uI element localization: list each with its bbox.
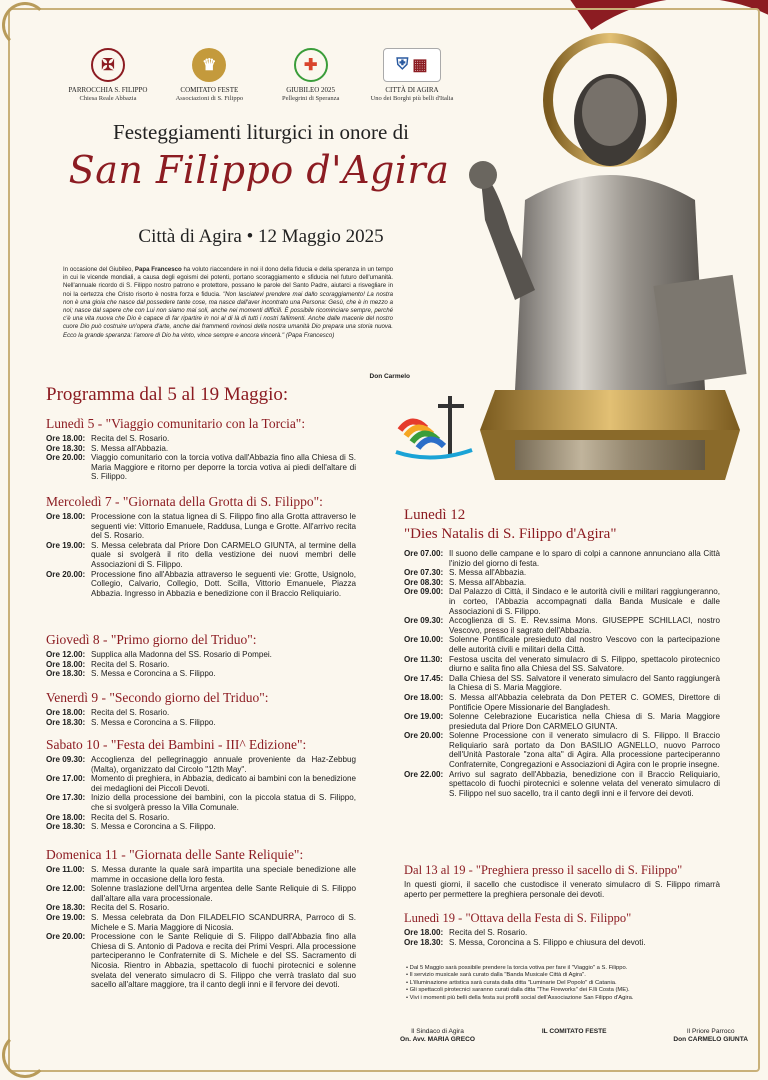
event-row — [404, 549, 720, 568]
event-text: Solenne Processione con il venerato simulacro di S. Filippo. Il Braccio Reliquiario sarà portato da Don BASILIO AGNELLO, nuovo Parroco dell'Unità Pastorale "zona alta" di Agira. Alla processione parteciperanno Confraternite, Congregazioni e Associazioni di Agira con le proprie insegne. — [449, 731, 720, 770]
event-text: Festosa uscita del venerato simulacro di S. Filippo, spettacolo pirotecnico diurno e salita fino alla Chiesa del SS. Salvatore. — [449, 654, 720, 674]
event-time: Ore 12.00: — [46, 650, 86, 659]
event-row — [46, 444, 356, 454]
day-block — [46, 737, 356, 832]
event-row — [404, 928, 720, 938]
logo-comitato: ♛ COMITATO FESTE Associazioni di S. Filippo — [161, 48, 257, 103]
day-title: Venerdì 9 - "Secondo giorno del Triduo": — [46, 690, 269, 705]
day-block — [46, 494, 356, 598]
event-text: S. Messa all'Abbazia. — [449, 577, 527, 587]
event-time: Ore 07.00: — [404, 549, 444, 558]
note-item: • Il servizio musicale sarà curato dalla "Banda Musicale Città di Agira". — [406, 972, 746, 979]
event-row — [46, 660, 356, 670]
event-time: Ore 07.30: — [404, 568, 444, 578]
logo-parrocchia: ✠ PARROCCHIA S. FILIPPO Chiesa Reale Abbazia — [60, 48, 156, 103]
event-text: Il suono delle campane e lo sparo di colpi a cannone annunciano alla Città l'inizio del giorno di festa. — [449, 549, 720, 568]
day-block — [46, 690, 356, 727]
signatures — [400, 1028, 748, 1044]
event-row — [46, 541, 356, 570]
event-row — [46, 865, 356, 884]
event-row — [404, 712, 720, 731]
note-item: • Vivi i momenti più belli della festa sui profili social dell'Associazione San Filippo d'Agira. — [406, 995, 746, 1002]
event-time: Ore 18.00: — [404, 692, 444, 702]
event-row — [404, 693, 720, 712]
event-row — [404, 770, 720, 799]
event-text: S. Messa e Coroncina a S. Filippo. — [91, 822, 216, 832]
event-row — [404, 674, 720, 693]
day-title: Mercoledì 7 - "Giornata della Grotta di S. Filippo": — [46, 494, 323, 509]
event-text: Recita del S. Rosario. — [91, 708, 170, 717]
program-title: Programma dal 5 al 19 Maggio: — [46, 384, 289, 405]
event-row — [46, 932, 356, 990]
event-time: Ore 18.30: — [46, 822, 86, 832]
ornament-bottom-left — [2, 1032, 48, 1078]
event-time: Ore 18.00: — [46, 708, 86, 717]
event-row — [46, 512, 356, 541]
event-time: Ore 20.00: — [46, 569, 86, 579]
event-row — [404, 731, 720, 769]
event-row — [46, 913, 356, 932]
jubilee-icon: ✚ — [294, 48, 328, 82]
signature-committee: IL COMITATO FESTE — [541, 1028, 607, 1035]
logos-row — [60, 48, 460, 103]
event-text: Solenne traslazione dell'Urna argentea delle Sante Reliquie di S. Filippo dall'altare alla vara processionale. — [91, 884, 356, 903]
event-text: Arrivo sul sagrato dell'Abbazia, benedizione con il Braccio Reliquiario, spettacolo di fuochi pirotecnici e solenne velata del venerato simulacro di S. Filippo nel suo sacello, tra il canto degli inni e il fervore dei devoti. — [449, 769, 720, 798]
cross-icon: ✠ — [91, 48, 125, 82]
event-text: S. Messa e Coroncina a S. Filippo. — [91, 669, 216, 679]
city-crest-icon: ⛨ ▦ — [383, 48, 441, 82]
event-text: Processione con le Sante Reliquie di S. Filippo dall'Abbazia fino alla Chiesa di S. Antonio di Padova e recita dei Primi Vespri. Alla processione parteciperanno le Confraternite di S. Michele e del SS. Sacramento di Nicosia. Rientro in Abbazia, spettacolo di fuochi pirotecnici e solenne svelata del venerato simulacro di S. Filippo che verrà traslato dal suo sacello all'altare maggiore, tra il canto degli inni e il fervore dei devoti. — [91, 932, 356, 990]
event-text: Momento di preghiera, in Abbazia, dedicato ai bambini con la benedizione dei medaglioni dei Piccoli Devoti. — [91, 774, 356, 793]
signature-mayor: Il Sindaco di Agira On. Avv. MARIA GRECO — [400, 1028, 475, 1043]
day-block — [46, 416, 356, 482]
note-item: • L'illuminazione artistica sarà curata dalla ditta "Luminarie Del Popolo" di Catania. — [406, 980, 746, 987]
event-time: Ore 18.00: — [46, 659, 86, 669]
event-row — [46, 708, 356, 718]
event-row — [46, 755, 356, 774]
event-text: Processione fino all'Abbazia attraverso le seguenti vie: Grotte, Usignolo, Collegio, Calvario, Collegio, Dott. Scilla, Vittorio Emanuele, Piazza Abbazia. Ingresso in Abbazia e benedizione con il Braccio Reliquiario. — [91, 569, 356, 598]
logo-giubileo: ✚ GIUBILEO 2025 Pellegrini di Speranza — [263, 48, 359, 103]
event-time: Ore 12.00: — [46, 884, 86, 894]
event-text: Inizio della processione dei bambini, con la piccola statua di S. Filippo, che si svolgerà presso la Villa Comunale. — [91, 793, 356, 812]
event-row — [404, 578, 720, 588]
event-text: S. Messa, Coroncina a S. Filippo e chiusura del devoti. — [449, 937, 646, 947]
day12-title: Lunedì 12 "Dies Natalis di S. Filippo d'Agira" — [404, 507, 617, 542]
event-time: Ore 18.30: — [404, 937, 444, 947]
event-row — [46, 434, 356, 444]
event-text: Dalla Chiesa del SS. Salvatore il venerato simulacro del Santo raggiungerà la Chiesa di S. Maria Maggiore. — [449, 673, 720, 693]
event-time: Ore 10.00: — [404, 635, 444, 645]
note-item: • Dal 5 Maggio sarà possibile prendere la torcia votiva per fare il "Viaggio" a S. Filippo. — [406, 965, 746, 972]
event-time: Ore 18.00: — [404, 928, 444, 937]
event-text: Solenne Pontificale presieduto dal nostro Vescovo con la partecipazione delle autorità civili e militari della Città. — [449, 635, 720, 654]
header-line1: Festeggiamenti liturgici in onore di — [113, 120, 409, 144]
event-row — [46, 793, 356, 812]
event-time: Ore 18.30: — [46, 717, 86, 727]
intro-signature: Don Carmelo — [369, 373, 410, 380]
day12-events — [404, 549, 720, 798]
event-time: Ore 09.30: — [404, 616, 444, 626]
event-text: Viaggio comunitario con la torcia votiva dall'Abbazia fino alla Chiesa di S. Maria Maggiore e ritorno per deporre la torcia votiva ai piedi dell'altare di S. Filippo. — [91, 453, 356, 482]
event-row — [404, 635, 720, 654]
event-text: Supplica alla Madonna del SS. Rosario di Pompei. — [91, 650, 272, 659]
days-13-19-block: Dal 13 al 19 - "Preghiera presso il sacello di S. Filippo" In questi giorni, il sacello che custodisce il venerato simulacro di S. Filippo rimarrà aperto per permettere la preghiera personale dei devoti. — [404, 863, 720, 899]
event-text: S. Messa e Coroncina a S. Filippo. — [91, 717, 216, 727]
event-text: S. Messa durante la quale sarà impartita una speciale benedizione alle mamme in occasione della loro festa. — [91, 865, 356, 884]
event-time: Ore 11.00: — [46, 865, 85, 874]
event-time: Ore 09.30: — [46, 755, 86, 764]
event-time: Ore 11.30: — [404, 654, 443, 664]
event-time: Ore 18.30: — [46, 669, 86, 679]
event-text: Accoglienza di S. E. Rev.ssima Mons. GIUSEPPE SCHILLACI, nostro Vescovo, presso il sagrato dell'Abbazia. — [449, 616, 720, 635]
event-text: S. Messa celebrata da Don FILADELFIO SCANDURRA, Parroco di S. Michele e S. Maria Maggiore di Nicosia. — [91, 912, 356, 932]
day-block — [46, 847, 356, 990]
ornament-top-left — [2, 2, 48, 48]
event-text: S. Messa all'Abbazia celebrata da Don PETER C. GOMES, Direttore di Pontificie Opere Missionarie del Bangladesh. — [449, 692, 720, 712]
saint-title: San Filippo d'Agira — [68, 148, 450, 192]
event-time: Ore 18.00: — [46, 512, 86, 521]
event-time: Ore 20.00: — [46, 453, 86, 463]
event-text: Solenne Celebrazione Eucaristica nella Chiesa di S. Maria Maggiore presieduta dal Priore Don CARMELO GIUNTA. — [449, 712, 720, 731]
event-time: Ore 19.00: — [46, 540, 86, 550]
day-title: Domenica 11 - "Giornata delle Sante Reliquie": — [46, 847, 304, 862]
event-text: Dal Palazzo di Città, il Sindaco e le autorità civili e militari raggiungeranno, in corteo, l'Abbazia accompagnati dalla Banda Musicale e dalle Associazioni di S. Filippo. — [449, 587, 720, 616]
event-time: Ore 09.00: — [404, 587, 444, 597]
event-text: Recita del S. Rosario. — [91, 434, 170, 443]
event-row — [404, 616, 720, 635]
crest-icon: ♛ — [192, 48, 226, 82]
event-row — [46, 822, 356, 832]
event-text: Accoglienza del pellegrinaggio annuale proveniente da Haz-Zebbug (Malta), organizzato dal Circolo "12th May". — [91, 755, 356, 774]
event-row — [404, 938, 720, 948]
event-row — [46, 650, 356, 660]
event-row — [404, 655, 720, 674]
event-row — [46, 453, 356, 482]
place-date: Città di Agira • 12 Maggio 2025 — [138, 226, 384, 247]
event-time: Ore 19.00: — [404, 712, 444, 722]
event-row — [46, 813, 356, 823]
event-time: Ore 17.30: — [46, 793, 86, 803]
event-text: S. Messa all'Abbazia. — [91, 443, 169, 453]
day-title: Sabato 10 - "Festa dei Bambini - III^ Edizione": — [46, 737, 307, 752]
event-time: Ore 17.00: — [46, 774, 86, 784]
event-time: Ore 22.00: — [404, 769, 444, 779]
event-time: Ore 18.00: — [46, 812, 86, 822]
day19-block: Lunedì 19 - "Ottava della Festa di S. Filippo" Ore 18.00: Recita del S. Rosario. Ore 18.30: S. Messa, Coroncina a S. Filippo e chiusura del devoti. — [404, 911, 720, 947]
logo-citta: ⛨ ▦ CITTÀ DI AGIRA Uno dei Borghi più belli d'Italia — [364, 48, 460, 103]
event-text: S. Messa celebrata dal Priore Don CARMELO GIUNTA, al termine della quale si svolgerà il rito della vestizione dei nuovi membri delle Associazioni di S. Filippo. — [91, 540, 356, 569]
note-item: • Gli spettacoli pirotecnici saranno curati dalla ditta "The Fireworks" dei F.lli Costa (ME). — [406, 987, 746, 994]
day-title: Giovedì 8 - "Primo giorno del Triduo": — [46, 632, 257, 647]
event-text: Recita del S. Rosario. — [91, 812, 170, 822]
event-time: Ore 20.00: — [404, 731, 444, 741]
event-row — [404, 587, 720, 616]
event-row — [46, 884, 356, 903]
signature-priest: Il Priore Parroco Don CARMELO GIUNTA — [673, 1028, 748, 1043]
event-time: Ore 18.30: — [46, 443, 86, 453]
event-time: Ore 17.45: — [404, 673, 444, 683]
event-time: Ore 20.00: — [46, 932, 86, 942]
event-time: Ore 18.00: — [46, 434, 86, 443]
event-text: Processione con la statua lignea di S. Filippo fino alla Grotta attraverso le seguenti vie: Vittorio Emanuele, Raddusa, Lunga e Grotte. All'arrivo recita del S. Rosario. — [91, 512, 356, 541]
event-text: Recita del S. Rosario. — [449, 928, 528, 937]
event-row — [46, 774, 356, 793]
event-row — [46, 718, 356, 728]
event-text: Recita del S. Rosario. — [91, 903, 170, 913]
event-text: S. Messa all'Abbazia. — [449, 568, 527, 578]
event-row — [46, 669, 356, 679]
event-row — [46, 903, 356, 913]
event-time: Ore 08.30: — [404, 577, 444, 587]
event-time: Ore 19.00: — [46, 912, 86, 922]
event-row — [46, 570, 356, 599]
day-title: Lunedì 5 - "Viaggio comunitario con la Torcia": — [46, 416, 306, 431]
event-time: Ore 18.30: — [46, 903, 86, 913]
notes-list — [406, 965, 746, 1002]
jubilee-logo-icon — [392, 392, 482, 462]
day-block — [46, 632, 356, 679]
saint-statue-image — [455, 30, 755, 500]
event-row — [404, 568, 720, 578]
intro-text: In occasione del Giubileo, Papa Francesco ha voluto riaccendere in noi il dono della fiducia e della speranza in un tempo in cui le vicende mondiali, a causa degli egoismi dei potenti, portano scoraggiamento e sfiducia nel futuro dell'umanità. Nell'annuale ricordo di S. Filippo nostro patrono e protettore, possano le parole del Santo Padre, aiutarci a risvegliare in noi la certezza che Cristo risorto è nostra forza e fiducia. "Non lasciatevi prendere mai dallo scoraggiamento! La nostra non è una gioia che nasce dal possedere tante cose, ma nasce dall'aver incontrato una Persona: Gesù, che è in mezzo a noi; nasce dal sapere che con Lui non siamo mai soli, anche nei momenti difficili. È possibile ricominciare sempre, perché c'è una vita nuova che Dio è capace di far ripartire in noi al di là di tutti i nostri fallimenti. Anche dalle macerie del nostro cuore Dio può costruire un'opera d'arte, anche dai frammenti rovinosi della nostra umanità Dio prepara una storia nuova. Ecco la grande speranza: l'amore di Dio ha vinto, vince sempre e ancora vincerà." (Papa Francesco) — [63, 266, 394, 339]
event-text: Recita del S. Rosario. — [91, 659, 170, 669]
